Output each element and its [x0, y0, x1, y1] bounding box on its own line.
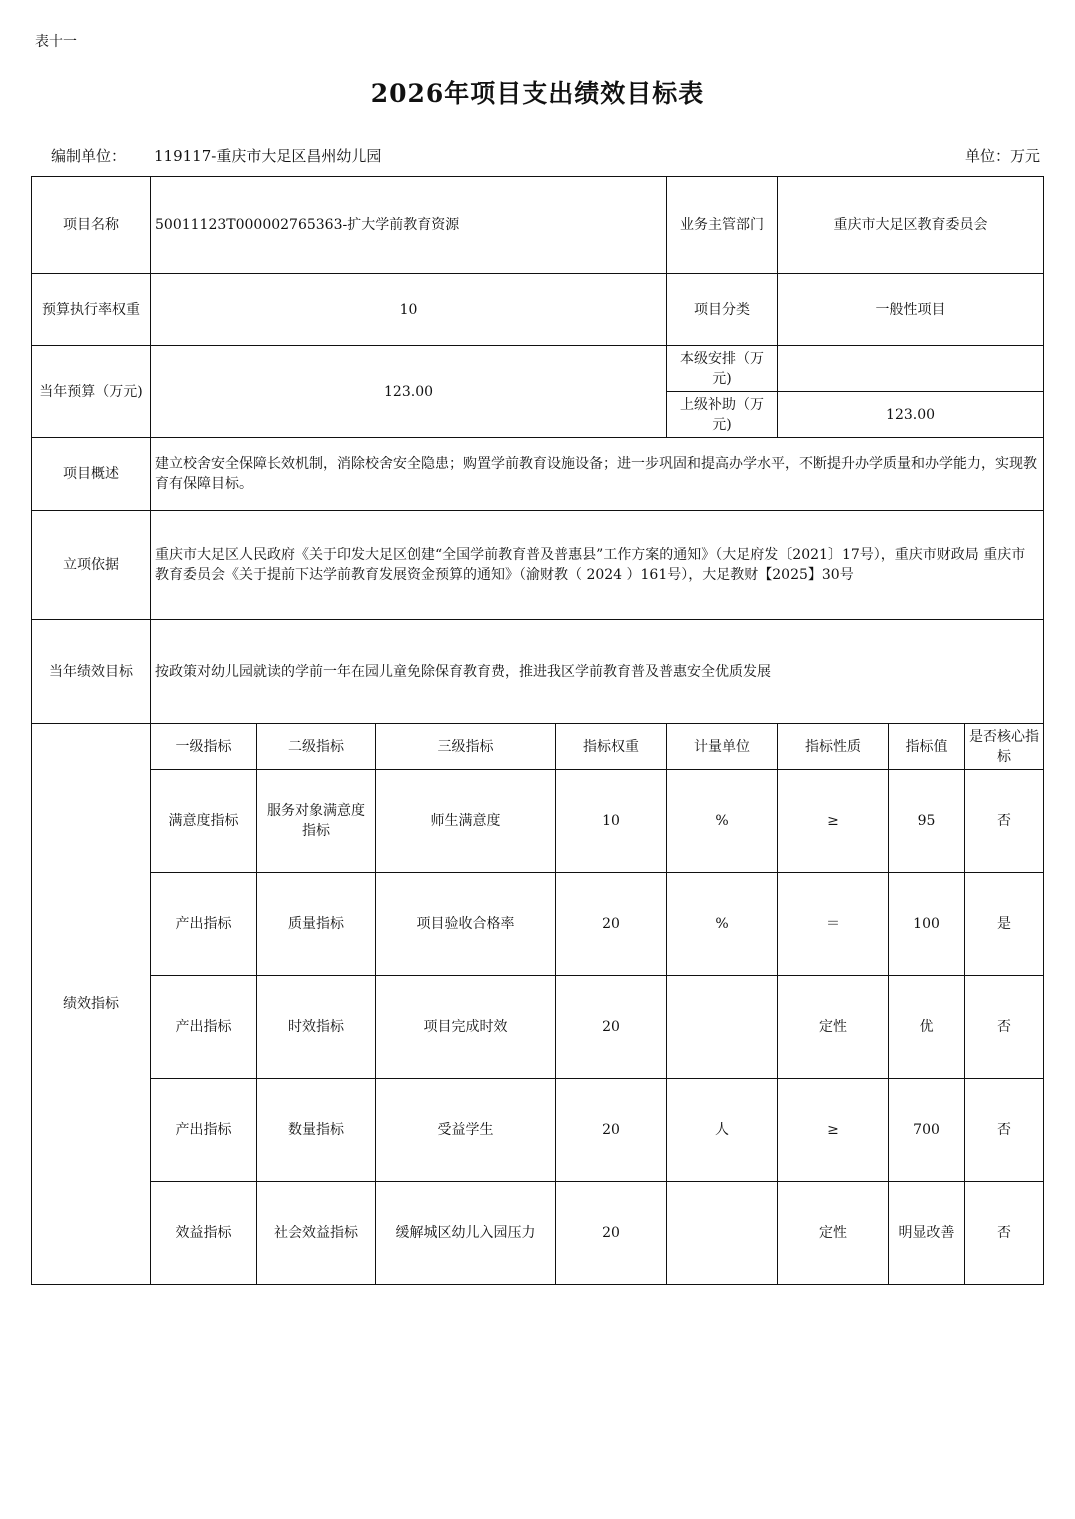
level3-cell: 师生满意度 [376, 770, 556, 873]
table-row [32, 873, 1044, 976]
page-title: 2026年项目支出绩效目标表 [370, 79, 705, 108]
level3-cell: 缓解城区幼儿入园压力 [376, 1182, 556, 1285]
value-cell: 明显改善 [889, 1182, 965, 1285]
header-nature: 指标性质 [778, 724, 889, 770]
org-value: 119117-重庆市大足区昌州幼儿园 [154, 147, 382, 165]
category-label: 项目分类 [667, 274, 778, 346]
level2-cell: 时效指标 [257, 976, 376, 1079]
budget-value: 123.00 [151, 346, 667, 438]
table-row [32, 1182, 1044, 1285]
exec-rate-value: 10 [151, 274, 667, 346]
dept-value: 重庆市大足区教育委员会 [778, 177, 1044, 274]
header-value: 指标值 [889, 724, 965, 770]
exec-rate-label: 预算执行率权重 [32, 274, 151, 346]
table-row [32, 1079, 1044, 1182]
row-basis [32, 511, 1044, 620]
weight-cell: 10 [556, 770, 667, 873]
row-overview [32, 438, 1044, 511]
performance-target-table [31, 176, 1044, 1285]
value-cell: 700 [889, 1079, 965, 1182]
local-value [778, 346, 1044, 392]
level1-cell: 满意度指标 [151, 770, 257, 873]
unit-cell [667, 1182, 778, 1285]
unit-cell: 人 [667, 1079, 778, 1182]
unit-cell: % [667, 873, 778, 976]
goal-value: 按政策对幼儿园就读的学前一年在园儿童免除保育教育费，推进我区学前教育普及普惠安全优质发展 [151, 620, 1044, 724]
value-cell: 优 [889, 976, 965, 1079]
indicator-header-row [32, 724, 1044, 770]
weight-cell: 20 [556, 873, 667, 976]
core-cell: 否 [965, 770, 1044, 873]
dept-label: 业务主管部门 [667, 177, 778, 274]
local-label: 本级安排（万元) [667, 346, 778, 392]
nature-cell: 定性 [778, 1182, 889, 1285]
header-unit: 计量单位 [667, 724, 778, 770]
header-core: 是否核心指标 [965, 724, 1044, 770]
currency-unit: 单位：万元 [964, 147, 1040, 165]
core-cell: 否 [965, 1079, 1044, 1182]
superior-label: 上级补助（万元) [667, 392, 778, 438]
goal-label: 当年绩效目标 [32, 620, 151, 724]
level1-cell: 产出指标 [151, 873, 257, 976]
weight-cell: 20 [556, 1079, 667, 1182]
weight-cell: 20 [556, 976, 667, 1079]
level2-cell: 质量指标 [257, 873, 376, 976]
table-row [32, 976, 1044, 1079]
value-cell: 95 [889, 770, 965, 873]
org-label: 编制单位： [51, 147, 127, 165]
core-cell: 是 [965, 873, 1044, 976]
core-cell: 否 [965, 1182, 1044, 1285]
level3-cell: 受益学生 [376, 1079, 556, 1182]
header-weight: 指标权重 [556, 724, 667, 770]
nature-cell: ≥ [778, 1079, 889, 1182]
nature-cell: 定性 [778, 976, 889, 1079]
level1-cell: 产出指标 [151, 1079, 257, 1182]
row-exec-rate [32, 274, 1044, 346]
unit-cell: % [667, 770, 778, 873]
nature-cell: ＝ [778, 873, 889, 976]
header-level2: 二级指标 [257, 724, 376, 770]
row-budget-local [32, 346, 1044, 392]
basis-value: 重庆市大足区人民政府《关于印发大足区创建“全国学前教育普及普惠县”工作方案的通知》（大足府发〔2021〕17号），重庆市财政局 重庆市教育委员会《关于提前下达学前教育发展资金预算的通知》（渝财教（ 2024 ）161号），大足教财【2025】30号 [151, 511, 1044, 620]
budget-label: 当年预算（万元) [32, 346, 151, 438]
nature-cell: ≥ [778, 770, 889, 873]
unit-cell [667, 976, 778, 1079]
weight-cell: 20 [556, 1182, 667, 1285]
project-name-label: 项目名称 [32, 177, 151, 274]
overview-label: 项目概述 [32, 438, 151, 511]
value-cell: 100 [889, 873, 965, 976]
level2-cell: 服务对象满意度指标 [257, 770, 376, 873]
superior-value: 123.00 [778, 392, 1044, 438]
level1-cell: 产出指标 [151, 976, 257, 1079]
table-number: 表十一 [35, 34, 77, 50]
row-goal [32, 620, 1044, 724]
header-level3: 三级指标 [376, 724, 556, 770]
level3-cell: 项目验收合格率 [376, 873, 556, 976]
indicator-section-label: 绩效指标 [32, 724, 151, 1285]
project-name-value: 50011123T000002765363-扩大学前教育资源 [151, 177, 667, 274]
level1-cell: 效益指标 [151, 1182, 257, 1285]
overview-value: 建立校舍安全保障长效机制，消除校舍安全隐患；购置学前教育设施设备；进一步巩固和提高办学水平，不断提升办学质量和办学能力，实现教育有保障目标。 [151, 438, 1044, 511]
row-project-name [32, 177, 1044, 274]
level2-cell: 社会效益指标 [257, 1182, 376, 1285]
basis-label: 立项依据 [32, 511, 151, 620]
core-cell: 否 [965, 976, 1044, 1079]
table-row [32, 770, 1044, 873]
level2-cell: 数量指标 [257, 1079, 376, 1182]
header-level1: 一级指标 [151, 724, 257, 770]
category-value: 一般性项目 [778, 274, 1044, 346]
level3-cell: 项目完成时效 [376, 976, 556, 1079]
